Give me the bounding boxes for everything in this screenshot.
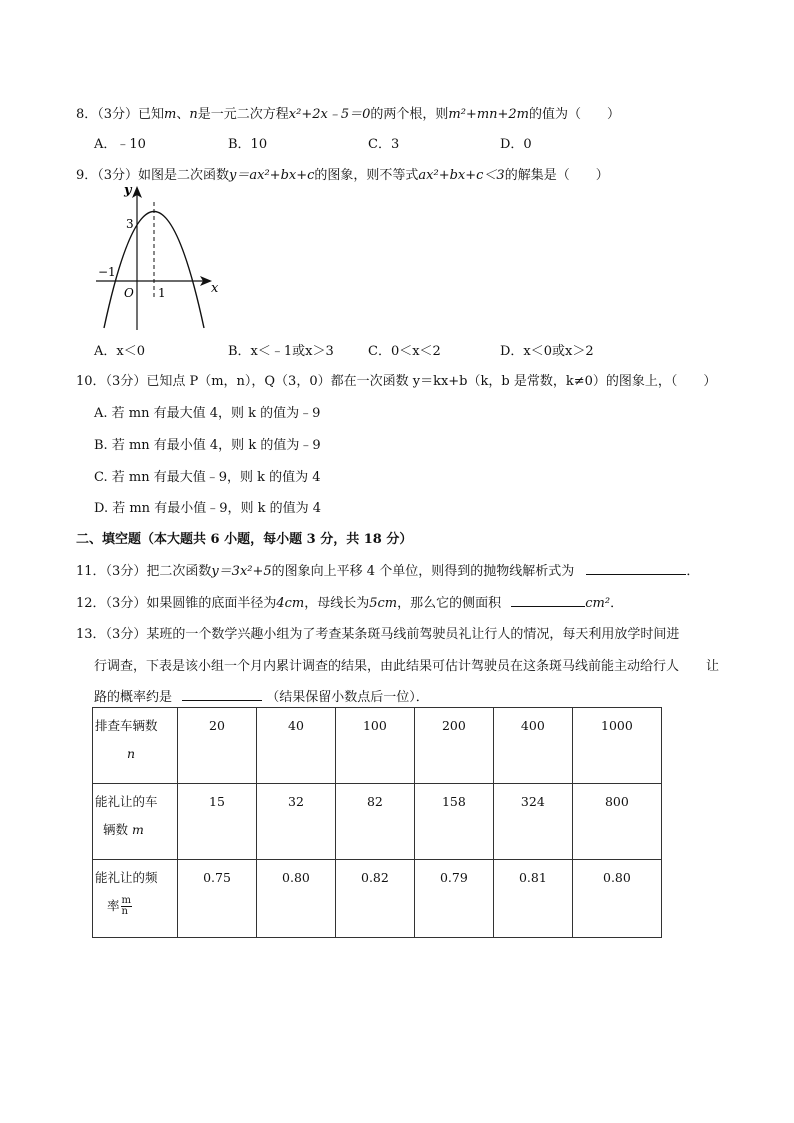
table-cell: 0.82 [335,860,414,938]
table-cell: 400 [493,708,572,784]
q13-line1: 13．（3分）某班的一个数学兴趣小组为了考查某条斑马线前驾驶员礼让行人的情况，每天利用放学时间进 [76,627,680,642]
q13-data-table [92,707,662,938]
q9-option-d: D．x＜0或x＞2 [500,344,594,359]
table-cell: 1000 [572,708,661,784]
q10-option-a: A. 若 mn 有最大值 4，则 k 的值为﹣9 [94,406,321,421]
q11-stem: 11．（3分）把二次函数y＝3x²+5的图象向上平移 4 个单位，则得到的抛物线解析式为 ． [76,564,700,579]
origin-label: O [124,286,134,300]
q8-option-d: D．0 [500,137,532,152]
section-2-heading: 二、填空题（本大题共 6 小题，每小题 3 分，共 18 分） [76,532,413,547]
table-cell: 82 [335,784,414,860]
table-header-cell: 能礼让的车 辆数 m [93,784,178,860]
table-cell: 200 [414,708,493,784]
table-cell: 0.80 [572,860,661,938]
table-cell: 0.80 [256,860,335,938]
table-cell: 40 [256,708,335,784]
q10-stem: 10．（3分）已知点 P（m，n），Q（3，0）都在一次函数 y＝kx+b（k，b 是常数，k≠0）的图象上，（ ） [76,374,717,389]
fraction-m-over-n: $\frac{m}{n}$ [121,895,131,917]
table-cell: 0.81 [493,860,572,938]
table-cell: 15 [178,784,257,860]
table-row [93,860,662,938]
x-axis-label: x [211,281,219,296]
y-tick-3-label: 3 [126,217,134,231]
table-header-cell: 排查车辆数 n [93,708,178,784]
table-cell: 324 [493,784,572,860]
q13-line2-end: 让 [706,659,720,674]
q9-stem: 9．（3分）如图是二次函数y＝ax²+bx+c的图象，则不等式ax²+bx+c＜3的解集是（ ） [76,168,609,183]
q12-stem: 12．（3分）如果圆锥的底面半径为4cm，母线长为5cm，那么它的侧面积 cm²． [76,596,624,611]
q11-answer-blank[interactable] [586,562,686,575]
q8-option-c: C．3 [368,137,400,152]
parabola-curve [104,212,204,329]
table-row [93,708,662,784]
table-cell: 100 [335,708,414,784]
q9-option-a: A．x＜0 [94,344,145,359]
q10-option-d: D. 若 mn 有最小值﹣9，则 k 的值为 4 [94,501,322,516]
q9-parabola-graph [90,180,230,332]
q9-option-b: B．x＜﹣1或x＞3 [228,344,334,359]
q10-option-b: B. 若 mn 有最小值 4，则 k 的值为﹣9 [94,438,321,453]
q13-line2: 行调查，下表是该小组一个月内累计调查的结果，由此结果可估计驾驶员在这条斑马线前能主动给行人 [94,659,680,674]
table-cell: 32 [256,784,335,860]
table-cell: 800 [572,784,661,860]
q9-option-c: C．0＜x＜2 [368,344,441,359]
q8-option-a: A．﹣10 [94,137,146,152]
y-axis-label: y [124,183,132,198]
table-cell: 20 [178,708,257,784]
x-tick-1-label: 1 [158,286,166,300]
q13-line3: 路的概率约是 （结果保留小数点后一位）． [94,690,429,705]
table-cell: 0.79 [414,860,493,938]
table-cell: 158 [414,784,493,860]
q10-option-c: C. 若 mn 有最大值﹣9，则 k 的值为 4 [94,470,321,485]
q12-answer-blank[interactable] [511,594,585,607]
q8-option-b: B．10 [228,137,268,152]
table-cell: 0.75 [178,860,257,938]
q13-answer-blank[interactable] [182,688,262,701]
table-row [93,784,662,860]
table-header-cell: 能礼让的频 率 $\frac{m}{n}$ [93,860,178,938]
q8-stem: 8．（3分）已知m、n是一元二次方程x²+2x﹣5＝0的两个根，则m²+mn+2m的值为（ ） [76,107,621,122]
x-tick-neg1-label: −1 [98,265,116,279]
